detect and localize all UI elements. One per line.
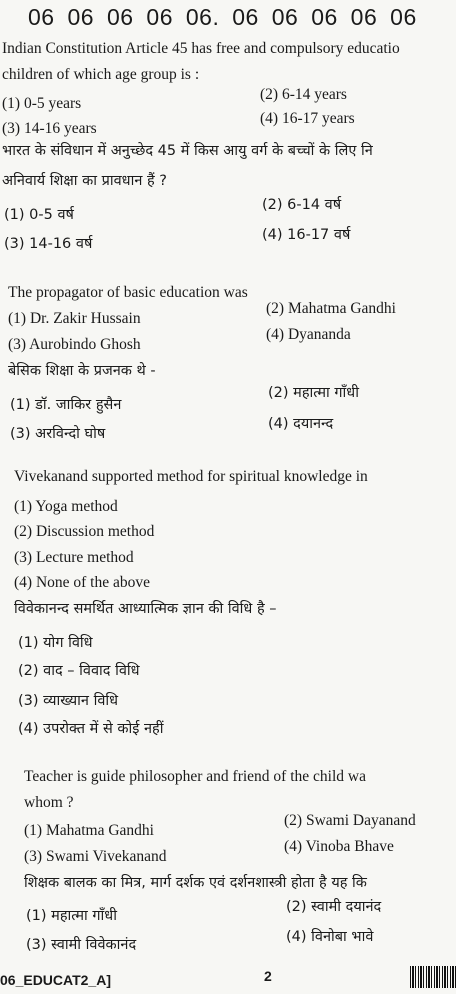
booklet-code: 06_EDUCAT2_A] [0,972,111,988]
q3-hi-option-4: (4) उपरोक्त में से कोई नहीं [18,721,164,737]
page-header-codes: 06 06 06 06 06. 06 06 06 06 06 [28,4,417,30]
q3-hi-option-2: (2) वाद – विवाद विधि [18,663,140,679]
q3-hi-line1: विवेकानन्द समर्थित आध्यात्मिक ज्ञान की विधि है – [14,601,277,617]
q1-hi-option-1: (1) 0-5 वर्ष [4,207,74,223]
q2-hi-option-3: (3) अरविन्दो घोष [10,426,106,442]
q2-hi-option-1: (1) डॉ. जाकिर हुसैन [10,397,122,413]
q2-en-option-2: (2) Mahatma Gandhi [266,300,396,317]
q2-en-line1: The propagator of basic education was [8,284,248,301]
q4-en-option-1: (1) Mahatma Gandhi [24,822,154,839]
q2-en-option-3: (3) Aurobindo Ghosh [8,336,141,353]
q1-hi-option-4: (4) 16-17 वर्ष [262,227,351,243]
q4-en-option-3: (3) Swami Vivekanand [24,848,167,865]
q3-en-option-4: (4) None of the above [14,574,151,591]
q1-en-option-2: (2) 6-14 years [260,86,347,103]
q4-en-line1: Teacher is guide philosopher and friend of the child wa [24,768,366,785]
q1-hi-option-3: (3) 14-16 वर्ष [4,236,93,252]
q4-en-option-4: (4) Vinoba Bhave [284,838,394,855]
q1-en-option-4: (4) 16-17 years [260,110,355,127]
q1-hi-line1: भारत के संविधान में अनुच्छेद 45 में किस आयु वर्ग के बच्चों के लिए नि [2,143,373,159]
q3-hi-option-3: (3) व्याख्यान विधि [18,693,119,709]
q2-hi-option-4: (4) दयानन्द [268,416,334,432]
q1-en-option-1: (1) 0-5 years [2,95,82,112]
q4-hi-line1: शिक्षक बालक का मित्र, मार्ग दर्शक एवं दर्शनशास्त्री होता है यह कि [24,875,367,891]
q4-hi-option-2: (2) स्वामी दयानंद [286,899,382,915]
q4-hi-option-3: (3) स्वामी विवेकानंद [26,937,137,953]
q3-en-option-3: (3) Lecture method [14,549,134,566]
q1-en-line1: Indian Constitution Article 45 has free and compulsory educatio [2,40,400,57]
q4-hi-option-4: (4) विनोबा भावे [286,929,374,945]
q4-en-option-2: (2) Swami Dayanand [284,812,416,829]
barcode [410,966,456,988]
q4-en-line2: whom ? [24,794,74,811]
q1-en-line2: children of which age group is : [2,66,200,83]
q1-hi-option-2: (2) 6-14 वर्ष [262,197,342,213]
q2-en-option-1: (1) Dr. Zakir Hussain [8,310,141,327]
q3-hi-option-1: (1) योग विधि [18,635,93,651]
q2-hi-line1: बेसिक शिक्षा के प्रजनक थे - [8,363,156,379]
q2-hi-option-2: (2) महात्मा गाँधी [268,385,359,401]
q1-hi-line2: अनिवार्य शिक्षा का प्रावधान हैं ? [2,173,167,189]
q3-en-option-1: (1) Yoga method [14,498,118,515]
q3-en-option-2: (2) Discussion method [14,523,155,540]
page-number: 2 [264,968,272,984]
q1-en-option-3: (3) 14-16 years [2,120,97,137]
q3-en-line1: Vivekanand supported method for spiritual knowledge in [14,468,368,485]
q4-hi-option-1: (1) महात्मा गाँधी [26,908,117,924]
q2-en-option-4: (4) Dyananda [266,326,351,343]
